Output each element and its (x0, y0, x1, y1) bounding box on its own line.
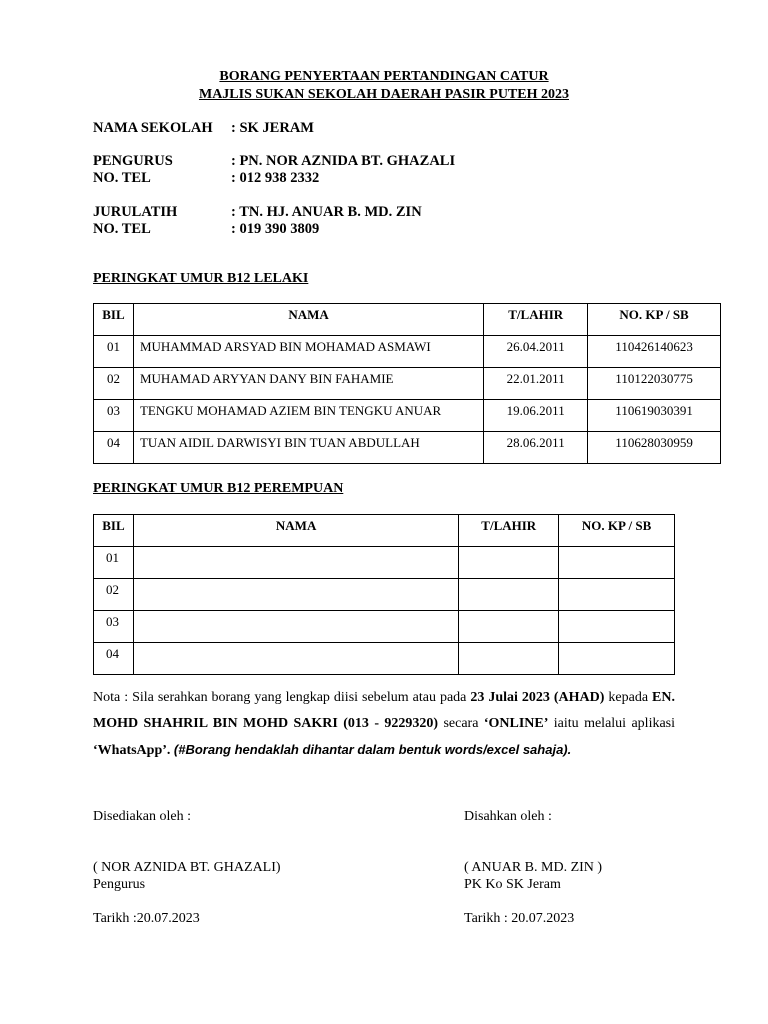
cell-nokp: 110426140623 (588, 336, 721, 368)
manager-info (93, 153, 733, 187)
cell-tlahir (459, 547, 559, 579)
approved-by-label: Disahkan oleh : (464, 809, 552, 824)
approved-date: Tarikh : 20.07.2023 (464, 911, 575, 926)
manager-value: : PN. NOR AZNIDA BT. GHAZALI (231, 153, 456, 169)
coach-label: JURULATIH (93, 204, 178, 220)
note-text-1: Nota : Sila serahkan borang yang lengkap diisi sebelum atau pada (93, 690, 471, 705)
submission-note (93, 685, 675, 764)
cell-nokp (559, 643, 675, 675)
cell-bil: 01 (94, 547, 134, 579)
cell-bil: 03 (94, 611, 134, 643)
header-tlahir: T/LAHIR (484, 304, 588, 336)
manager-tel-value: : 012 938 2332 (231, 170, 320, 186)
girls-header-row (94, 515, 675, 547)
cell-tlahir: 19.06.2011 (484, 400, 588, 432)
cell-nama: MUHAMAD ARYYAN DANY BIN FAHAMIE (133, 368, 483, 400)
form-title-line1: BORANG PENYERTAAN PERTANDINGAN CATUR (219, 69, 549, 84)
cell-nokp (559, 579, 675, 611)
cell-tlahir (459, 611, 559, 643)
header-nokp: NO. KP / SB (588, 304, 721, 336)
table-row (94, 368, 721, 400)
prepared-date: Tarikh :20.07.2023 (93, 911, 200, 926)
header-bil: BIL (94, 304, 134, 336)
girls-section-heading: PERINGKAT UMUR B12 PEREMPUAN (93, 481, 344, 496)
cell-tlahir: 28.06.2011 (484, 432, 588, 464)
table-row (94, 643, 675, 675)
cell-nokp (559, 547, 675, 579)
manager-label: PENGURUS (93, 153, 173, 169)
cell-nama (133, 547, 458, 579)
cell-nama: TUAN AIDIL DARWISYI BIN TUAN ABDULLAH (133, 432, 483, 464)
note-online: ‘ONLINE’ (483, 716, 549, 731)
table-row (94, 400, 721, 432)
header-nokp: NO. KP / SB (559, 515, 675, 547)
note-deadline: 23 Julai 2023 (AHAD) (470, 690, 605, 705)
table-row (94, 611, 675, 643)
manager-tel-label: NO. TEL (93, 170, 151, 186)
note-app: ‘WhatsApp’ (93, 743, 167, 758)
cell-bil: 04 (94, 432, 134, 464)
cell-nokp: 110628030959 (588, 432, 721, 464)
cell-nokp (559, 611, 675, 643)
table-row (94, 579, 675, 611)
coach-tel-label: NO. TEL (93, 221, 151, 237)
header-nama: NAMA (133, 515, 458, 547)
note-text-2: kepada (604, 690, 653, 705)
cell-nokp: 110122030775 (588, 368, 721, 400)
note-contact-person: EN. MOHD SHAHRIL BIN MOHD SAKRI (013 - 9229320) (93, 690, 675, 731)
form-title-line2: MAJLIS SUKAN SEKOLAH DAERAH PASIR PUTEH 2023 (198, 87, 569, 102)
coach-tel-value: : 019 390 3809 (231, 221, 320, 237)
cell-nama (133, 611, 458, 643)
cell-tlahir: 22.01.2011 (484, 368, 588, 400)
school-label: NAMA SEKOLAH (93, 120, 213, 136)
cell-bil: 01 (94, 336, 134, 368)
approved-by-name: ( ANUAR B. MD. ZIN ) (464, 860, 603, 875)
prepared-by-label: Disediakan oleh : (93, 809, 191, 824)
table-row (94, 336, 721, 368)
cell-tlahir (459, 643, 559, 675)
prepared-by-name: ( NOR AZNIDA BT. GHAZALI) (93, 860, 281, 875)
cell-nama: MUHAMMAD ARSYAD BIN MOHAMAD ASMAWI (133, 336, 483, 368)
prepared-by-role: Pengurus (93, 877, 146, 892)
header-nama: NAMA (133, 304, 483, 336)
school-info (93, 120, 733, 137)
girls-table (93, 514, 675, 675)
header-tlahir: T/LAHIR (459, 515, 559, 547)
note-text-3: secara (438, 716, 484, 731)
coach-value: : TN. HJ. ANUAR B. MD. ZIN (231, 204, 422, 220)
cell-tlahir: 26.04.2011 (484, 336, 588, 368)
cell-bil: 02 (94, 579, 134, 611)
note-text-4: iaitu melalui aplikasi (548, 716, 676, 731)
table-row (94, 432, 721, 464)
cell-nama (133, 643, 458, 675)
table-row (94, 547, 675, 579)
boys-header-row (94, 304, 721, 336)
cell-bil: 02 (94, 368, 134, 400)
boys-section-heading: PERINGKAT UMUR B12 LELAKI (93, 271, 309, 286)
boys-table (93, 303, 721, 464)
cell-nama: TENGKU MOHAMAD AZIEM BIN TENGKU ANUAR (133, 400, 483, 432)
school-value: : SK JERAM (231, 120, 314, 136)
cell-bil: 04 (94, 643, 134, 675)
note-italic: (#Borang hendaklah dihantar dalam bentuk words/excel sahaja). (173, 742, 572, 757)
coach-info (93, 204, 733, 238)
header-bil: BIL (94, 515, 134, 547)
cell-tlahir (459, 579, 559, 611)
cell-bil: 03 (94, 400, 134, 432)
cell-nokp: 110619030391 (588, 400, 721, 432)
note-text-5: . (166, 743, 174, 758)
cell-nama (133, 579, 458, 611)
approved-by-role: PK Ko SK Jeram (464, 877, 561, 892)
